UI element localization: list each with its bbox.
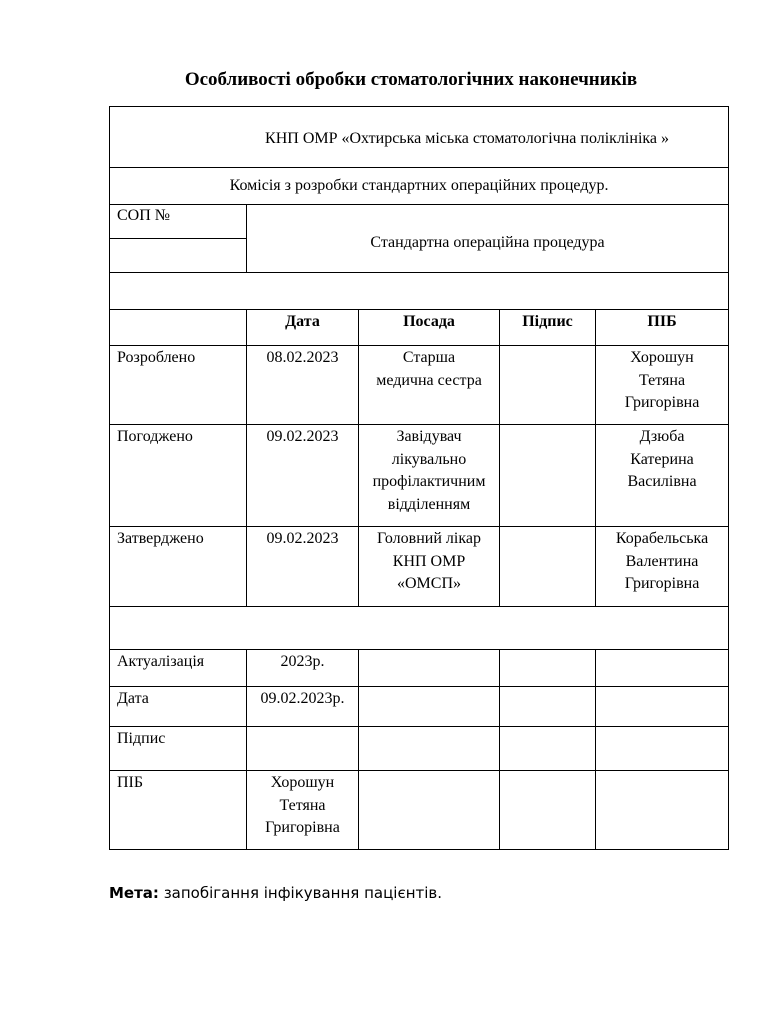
update-empty-cell — [596, 650, 729, 687]
update-empty-cell — [500, 771, 596, 850]
update-row-actualization — [110, 650, 729, 687]
position-line: КНП ОМР — [392, 552, 466, 570]
update-label: ПІБ — [110, 771, 247, 850]
position-line: профілактичним — [372, 473, 486, 490]
approval-full-name — [596, 425, 729, 527]
approval-stage: Розроблено — [110, 346, 247, 425]
commission-row — [110, 168, 729, 205]
name-line: Хорошун — [270, 774, 335, 791]
approval-position — [359, 425, 500, 527]
update-empty-cell — [359, 687, 500, 727]
update-empty-cell — [500, 687, 596, 727]
spacer-cell — [110, 607, 729, 650]
approval-row-agreed — [110, 425, 729, 527]
spacer-row — [110, 607, 729, 650]
column-header-name: ПІБ — [596, 310, 729, 346]
update-label: Підпис — [110, 727, 247, 771]
approval-signature — [500, 527, 596, 607]
approval-row-approved — [110, 527, 729, 607]
goal-text: запобігання інфікування пацієнтів. — [158, 884, 443, 902]
spacer-cell — [110, 273, 729, 310]
name-line: Валентина — [625, 552, 699, 570]
position-line: медична сестра — [376, 371, 482, 389]
position-line: Головний лікар — [377, 530, 481, 547]
update-empty-cell — [596, 771, 729, 850]
approval-date: 09.02.2023 — [247, 527, 359, 607]
name-line: Василівна — [627, 473, 697, 490]
sop-number-row — [110, 205, 729, 239]
position-line: Старша — [402, 349, 456, 366]
sop-number-label: СОП № — [110, 205, 247, 239]
column-header-date: Дата — [247, 310, 359, 346]
column-header-empty — [110, 310, 247, 346]
update-empty-cell — [596, 687, 729, 727]
update-empty-cell — [359, 650, 500, 687]
update-value — [247, 771, 359, 850]
update-empty-cell — [500, 727, 596, 771]
commission-name: Комісія з розробки стандартних операційних процедур. — [110, 168, 729, 205]
position-line: «ОМСП» — [396, 575, 461, 592]
name-line: Катерина — [630, 450, 694, 468]
approval-stage: Затверджено — [110, 527, 247, 607]
update-empty-cell — [500, 650, 596, 687]
approval-position — [359, 527, 500, 607]
name-line: Тетяна — [279, 796, 326, 814]
organization-row — [110, 107, 729, 168]
sop-header-table — [109, 106, 729, 850]
name-line: Григорівна — [265, 819, 340, 836]
update-label: Дата — [110, 687, 247, 727]
spacer-row — [110, 273, 729, 310]
update-row-signature — [110, 727, 729, 771]
update-row-date — [110, 687, 729, 727]
name-line: Корабельська — [615, 530, 709, 547]
approval-date: 09.02.2023 — [247, 425, 359, 527]
update-empty-cell — [359, 727, 500, 771]
position-line: Завідувач — [396, 428, 462, 445]
approval-signature — [500, 425, 596, 527]
name-line: Григорівна — [624, 394, 700, 411]
sop-number-value — [110, 239, 247, 273]
name-line: Тетяна — [638, 371, 686, 389]
approval-full-name — [596, 527, 729, 607]
approval-full-name — [596, 346, 729, 425]
update-row-full-name — [110, 771, 729, 850]
approval-row-developed — [110, 346, 729, 425]
name-line: Григорівна — [624, 575, 700, 592]
update-label: Актуалізація — [110, 650, 247, 687]
column-header-row — [110, 310, 729, 346]
column-header-position: Посада — [359, 310, 500, 346]
approval-date: 08.02.2023 — [247, 346, 359, 425]
name-line: Хорошун — [630, 349, 694, 366]
update-empty-cell — [359, 771, 500, 850]
goal-paragraph — [109, 882, 442, 904]
name-line: Дзюба — [639, 428, 685, 445]
update-value — [247, 727, 359, 771]
approval-stage: Погоджено — [110, 425, 247, 527]
sop-title: Стандартна операційна процедура — [247, 205, 729, 273]
approval-position — [359, 346, 500, 425]
position-line: відділенням — [387, 495, 471, 513]
approval-signature — [500, 346, 596, 425]
document-title: Особливості обробки стоматологічних наконечників — [184, 69, 638, 90]
update-value: 09.02.2023р. — [247, 687, 359, 727]
column-header-signature: Підпис — [500, 310, 596, 346]
update-empty-cell — [596, 727, 729, 771]
update-value: 2023р. — [247, 650, 359, 687]
position-line: лікувально — [391, 450, 467, 468]
organization-name: КНП ОМР «Охтирська міська стоматологічна поліклініка » — [110, 107, 729, 168]
goal-label: Мета: — [109, 884, 159, 902]
